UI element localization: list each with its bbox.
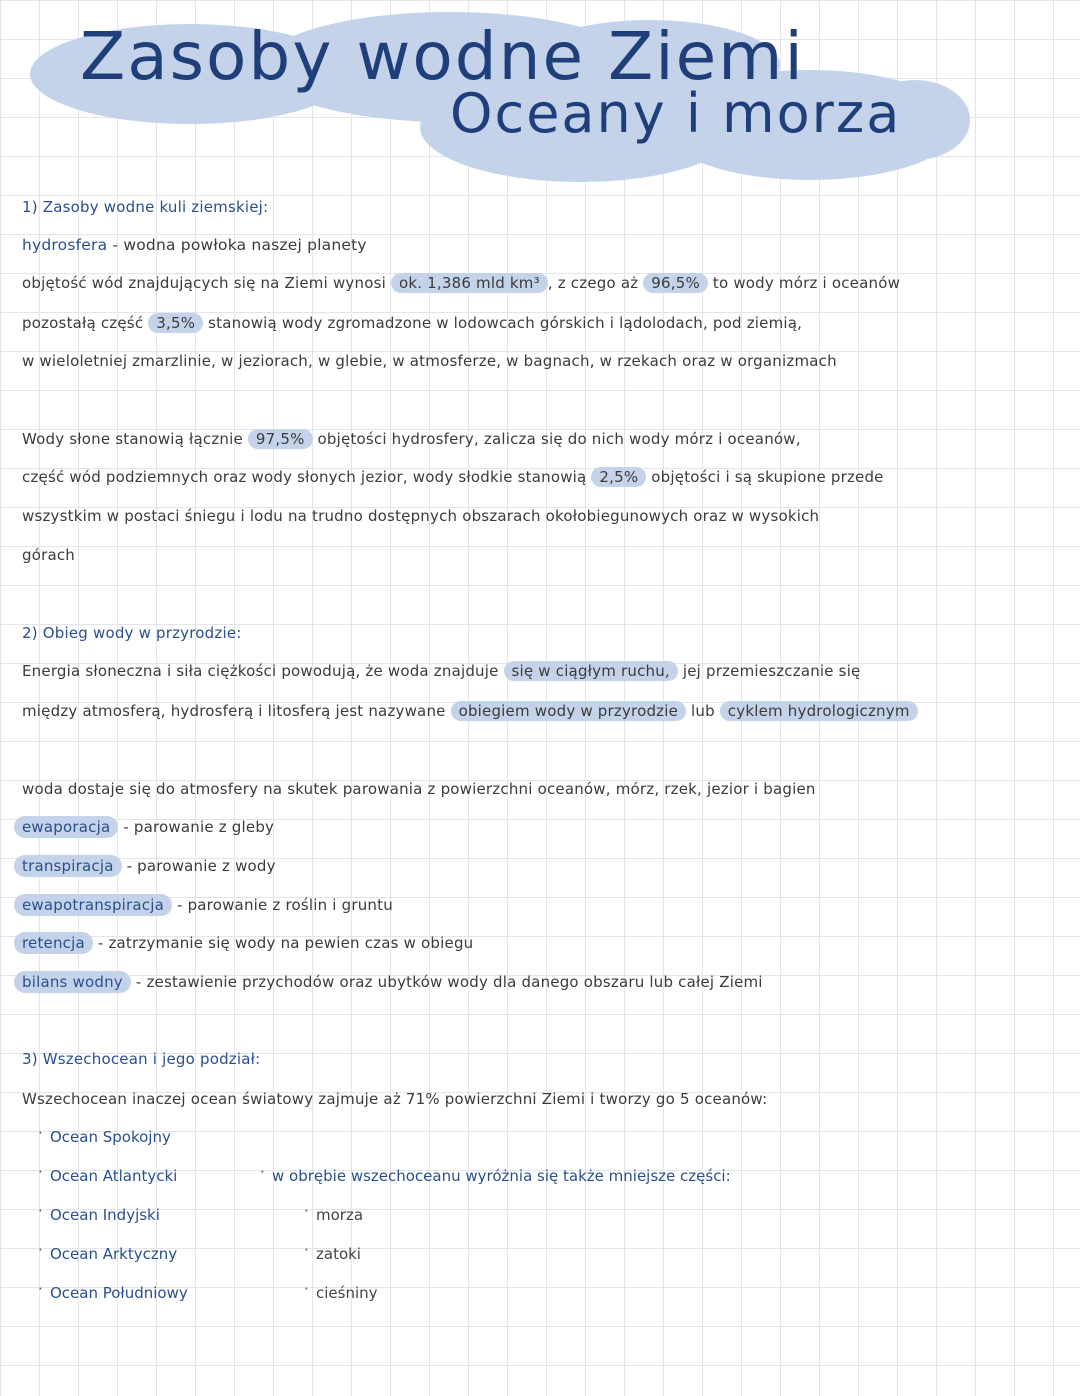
term-row-evapotranspiration [14,896,393,914]
text: objętość wód znajdujących się na Ziemi wynosi [22,274,386,292]
term-row-transpiration [14,857,276,875]
s2-p1-line-1 [22,662,861,680]
s1-p2-line-4: górach [22,546,76,564]
hydrosphere-definition [22,236,367,254]
text: lub [691,702,715,720]
term-label: retencja [14,932,93,954]
s1-p2-line-2 [22,468,884,486]
term-row-retention [14,934,473,952]
term-definition: - zatrzymanie się wody na pewien czas w obiegu [97,934,474,952]
s1-p1-line-1 [22,274,900,292]
term-definition: - parowanie z gleby [123,818,275,836]
term-definition: - parowanie z roślin i gruntu [176,896,393,914]
term-definition: - zestawienie przychodów oraz ubytków wody dla danego obszaru lub całej Ziemi [135,973,763,991]
highlight-hydrological-cycle: cyklem hydrologicznym [720,701,918,721]
text: między atmosferą, hydrosferą i litosferą jest nazywane [22,702,446,720]
s3-p1: Wszechocean inaczej ocean światowy zajmuje aż 71% powierzchni Ziemi i tworzy go 5 oceanów: [22,1090,768,1108]
highlight-motion: się w ciągłym ruchu, [504,661,678,681]
term-label: ewapotranspiracja [14,894,172,916]
text: część wód podziemnych oraz wody słonych jezior, wody słodkie stanowią [22,468,587,486]
term-row-evaporation [14,818,274,836]
parts-intro: · w obrębie wszechoceanu wyróżnia się także mniejsze części: [272,1167,731,1185]
text: stanowią wody zgromadzone w lodowcach górskich i lądolodach, pod ziemią, [208,314,803,332]
highlight-salt-percent: 96,5% [643,273,708,293]
text: Energia słoneczna i siła ciężkości powodują, że woda znajduje [22,662,499,680]
hydrosphere-term: hydrosfera [22,236,108,254]
ocean-item: · Ocean Arktyczny [50,1245,177,1263]
term-definition: - parowanie z wody [126,857,276,875]
text: pozostałą część [22,314,144,332]
highlight-fresh-percent: 2,5% [591,467,646,487]
s1-p1-line-3: w wieloletniej zmarzlinie, w jeziorach, w glebie, w atmosferze, w bagnach, w rzekach oraz w organizmach [22,352,837,370]
s1-p2-line-1 [22,430,801,448]
term-label: bilans wodny [14,971,131,993]
page-title-line-1: Zasoby wodne Ziemi [80,18,805,95]
ocean-item: · Ocean Spokojny [50,1128,171,1146]
highlight-volume: ok. 1,386 mld km³ [391,273,548,293]
text: objętości hydrosfery, zalicza się do nich wody mórz i oceanów, [317,430,801,448]
section-2-heading: 2) Obieg wody w przyrodzie: [22,624,242,642]
part-item: · cieśniny [316,1284,378,1302]
term-label: transpiracja [14,855,122,877]
section-1-heading: 1) Zasoby wodne kuli ziemskiej: [22,198,269,216]
s2-p2-line-1: woda dostaje się do atmosfery na skutek parowania z powierzchni oceanów, mórz, rzek, jezior i bagien [22,780,816,798]
ocean-item: · Ocean Indyjski [50,1206,160,1224]
text: objętości i są skupione przede [651,468,884,486]
hydrosphere-def-text: - wodna powłoka naszej planety [112,236,367,254]
text: to wody mórz i oceanów [712,274,901,292]
ocean-item: · Ocean Atlantycki [50,1167,177,1185]
term-row-water-balance [14,973,763,991]
s2-p1-line-2 [22,702,918,720]
text: jej przemieszczanie się [682,662,861,680]
highlight-remaining-percent: 3,5% [148,313,203,333]
part-item: · zatoki [316,1245,361,1263]
text: , z czego aż [547,274,639,292]
section-3-heading: 3) Wszechocean i jego podział: [22,1050,261,1068]
highlight-water-cycle: obiegiem wody w przyrodzie [451,701,687,721]
text: Wody słone stanowią łącznie [22,430,243,448]
s1-p2-line-3: wszystkim w postaci śniegu i lodu na trudno dostępnych obszarach okołobiegunowych oraz w wysokich [22,507,820,525]
s1-p1-line-2 [22,314,802,332]
part-item: · morza [316,1206,363,1224]
page-title-line-2: Oceany i morza [450,82,902,145]
term-label: ewaporacja [14,816,118,838]
highlight-salty-percent: 97,5% [248,429,313,449]
ocean-item: · Ocean Południowy [50,1284,188,1302]
